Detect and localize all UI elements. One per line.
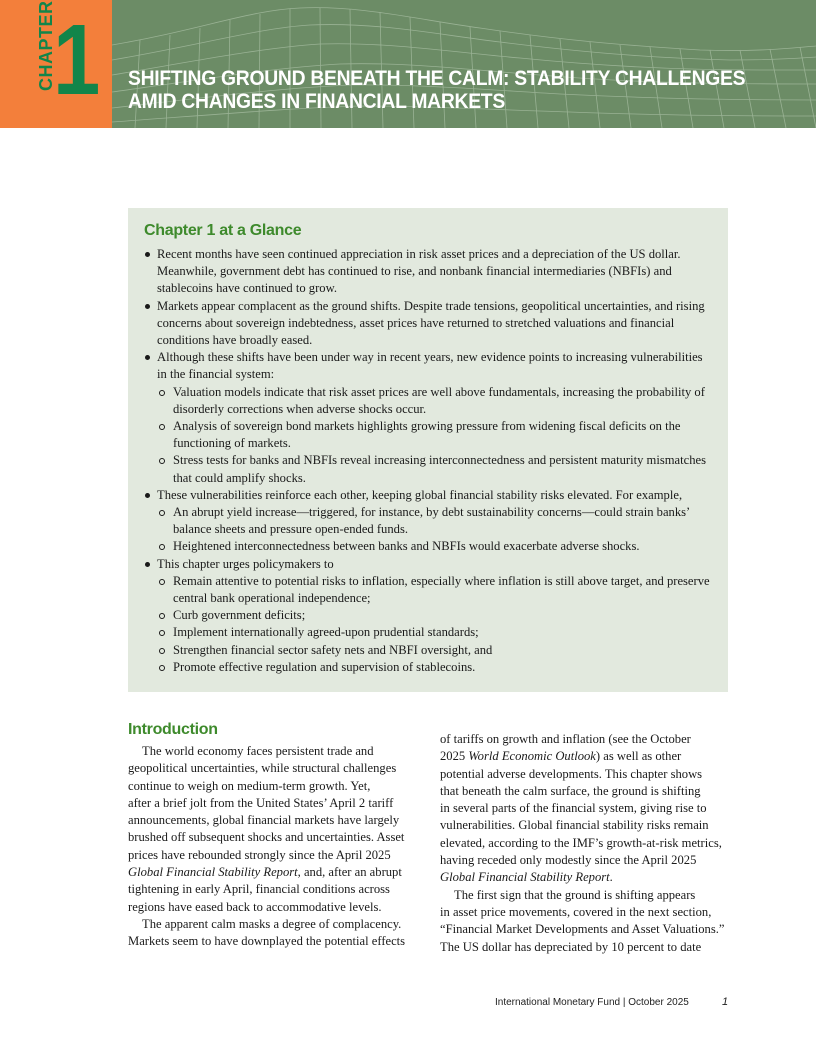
weo-title-italic: World Economic Outlook (468, 749, 596, 764)
body-line: The first sign that the ground is shifting appears (454, 887, 696, 902)
body-column-left (128, 743, 418, 951)
glance-sub-bullet: Remain attentive to potential risks to inflation, especially where inflation is still above target, and preserve central bank operational independence; (144, 573, 712, 607)
body-line: vulnerabilities. Global financial stability risks remain (440, 818, 709, 833)
body-line: Global Financial Stability Report, and, after an abrupt (128, 865, 402, 880)
glance-heading: Chapter 1 at a Glance (144, 222, 302, 239)
chapter-title (128, 67, 746, 113)
body-column-right (440, 731, 730, 956)
glance-sub-bullet: An abrupt yield increase—triggered, for instance, by debt sustainability concerns—could strain banks’ balance sheets and pressure open-ended funds. (144, 504, 712, 538)
body-line: announcements, global financial markets have largely (128, 813, 400, 828)
glance-sub-bullet: Implement internationally agreed-upon prudential standards; (144, 624, 712, 641)
chapter-banner (0, 0, 816, 128)
chapter-number: 1 (53, 4, 97, 116)
body-line: The world economy faces persistent trade and (142, 744, 374, 758)
report-title-italic: Global Financial Stability Report (440, 870, 610, 885)
footer-source: International Monetary Fund | October 2025 (495, 997, 689, 1008)
introduction-heading: Introduction (128, 721, 218, 738)
glance-sub-bullet: Heightened interconnectedness between banks and NBFIs would exacerbate adverse shocks. (144, 538, 712, 555)
chapter-word: CHAPTER (36, 0, 56, 91)
glance-sub-bullet: Curb government deficits; (144, 607, 712, 624)
chapter-title-line-2: AMID CHANGES IN FINANCIAL MARKETS (128, 90, 505, 113)
body-line: regions have eased back to accommodative levels. (128, 899, 382, 914)
body-line: “Financial Market Developments and Asset Valuations.” (440, 922, 725, 937)
body-line: of tariffs on growth and inflation (see the October (440, 732, 691, 746)
chapter-title-line-1: SHIFTING GROUND BENEATH THE CALM: STABILITY CHALLENGES (128, 67, 746, 90)
glance-sub-bullet: Promote effective regulation and supervision of stablecoins. (144, 659, 712, 676)
glance-sub-bullet: Analysis of sovereign bond markets highlights growing pressure from widening fiscal deficits on the functioning of markets. (144, 418, 712, 452)
glance-bullet: Recent months have seen continued appreciation in risk asset prices and a depreciation of the US dollar. Meanwhile, government debt has continued to rise, and nonbank financial intermediaries (NBFIs) and stablecoins have continued to grow. (144, 246, 712, 298)
body-line: after a brief jolt from the United States’ April 2 tariff (128, 795, 394, 810)
body-line: The apparent calm masks a degree of complacency. (142, 916, 402, 931)
body-line: potential adverse developments. This chapter shows (440, 766, 703, 781)
glance-sub-bullet: Stress tests for banks and NBFIs reveal increasing interconnectedness and persistent maturity mismatches that could amplify shocks. (144, 452, 712, 486)
body-line: in several parts of the financial system, giving rise to (440, 801, 707, 816)
glance-sub-bullet: Strengthen financial sector safety nets and NBFI oversight, and (144, 642, 712, 659)
chapter-label-box (0, 0, 112, 128)
glance-bullet: Markets appear complacent as the ground shifts. Despite trade tensions, geopolitical uncertainties, and rising concerns about sovereign indebtedness, asset prices have returned to stretched valuations and financial conditions have broadly eased. (144, 298, 712, 350)
report-title-italic: Global Financial Stability Report (128, 865, 298, 880)
body-line: continue to weigh on medium-term growth. Yet, (128, 778, 371, 793)
body-line: elevated, according to the IMF’s growth-at-risk metrics, (440, 835, 722, 850)
body-line: 2025 World Economic Outlook) as well as other (440, 749, 682, 764)
body-line: that beneath the calm surface, the ground is shifting (440, 783, 701, 798)
body-line: Markets seem to have downplayed the potential effects (128, 934, 406, 949)
glance-bullet: Although these shifts have been under way in recent years, new evidence points to increasing vulnerabilities in the financial system: (144, 349, 712, 383)
glance-bullet: These vulnerabilities reinforce each other, keeping global financial stability risks elevated. For example, (144, 487, 712, 504)
body-line: brushed off subsequent shocks and uncertainties. Asset (128, 830, 405, 845)
chapter-at-a-glance-box (128, 208, 728, 692)
page-number: 1 (722, 996, 729, 1008)
glance-sub-bullet: Valuation models indicate that risk asset prices are well above fundamentals, increasing the probability of disorderly corrections when adverse shocks occur. (144, 384, 712, 418)
glance-bullet: This chapter urges policymakers to (144, 556, 712, 573)
body-line: tightening in early April, financial conditions across (128, 882, 390, 897)
body-line: The US dollar has depreciated by 10 percent to date (440, 939, 702, 954)
glance-list (144, 246, 712, 676)
body-line: geopolitical uncertainties, while structural challenges (128, 761, 397, 776)
body-line: Global Financial Stability Report. (440, 870, 613, 885)
body-line: prices have rebounded strongly since the April 2025 (128, 847, 391, 862)
body-line: having receded only modestly since the April 2025 (440, 853, 697, 868)
body-line: in asset price movements, covered in the next section, (440, 904, 712, 919)
